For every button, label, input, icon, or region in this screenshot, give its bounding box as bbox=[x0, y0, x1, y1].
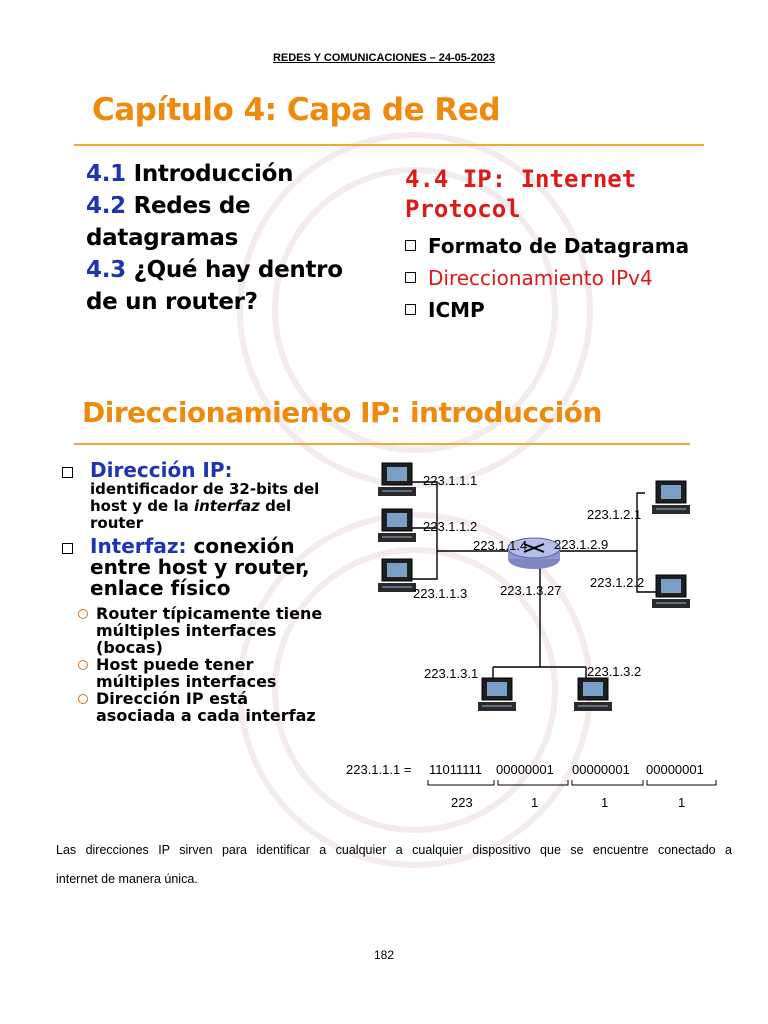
host-computer-icon bbox=[378, 509, 416, 542]
host-computer-icon bbox=[378, 559, 416, 592]
checkbox-bullet-icon bbox=[405, 272, 416, 283]
circle-bullet-icon bbox=[78, 694, 88, 704]
bullet-ip-address: Dirección IP: bbox=[62, 460, 362, 481]
host-computer-icon bbox=[378, 463, 416, 496]
ip-address-definition: identificador de 32-bits del host y de la interfaz del router bbox=[90, 480, 320, 532]
address-label: 223.1.3.2 bbox=[587, 664, 642, 679]
host-computer-icon bbox=[652, 575, 690, 608]
address-label: 223.1.1.2 bbox=[423, 519, 478, 534]
body-paragraph-line-1: Las direcciones IP sirven para identificar a cualquier a cualquier dispositivo que se encuentre conectado a bbox=[56, 843, 732, 857]
decimal-byte: 1 bbox=[531, 795, 539, 810]
address-label: 223.1.2.2 bbox=[590, 575, 645, 590]
section-heading-line-2: Protocol bbox=[405, 195, 521, 223]
checkbox-bullet-icon bbox=[62, 543, 73, 554]
section-subtopics bbox=[405, 230, 689, 326]
address-label: 223.1.2.9 bbox=[554, 537, 609, 552]
toc-line: 4.3 ¿Qué hay dentro bbox=[86, 257, 343, 283]
addressing-bullets bbox=[62, 460, 362, 724]
decimal-byte: 1 bbox=[601, 795, 609, 810]
title-underline bbox=[74, 443, 690, 445]
interface-definition: entre host y router, enlace físico bbox=[90, 555, 310, 600]
binary-byte: 00000001 bbox=[572, 762, 630, 777]
address-label: 223.1.3.1 bbox=[424, 666, 479, 681]
section-heading-line-1: 4.4 IP: Internet bbox=[405, 165, 637, 193]
binary-byte: 00000001 bbox=[496, 762, 554, 777]
toc-current-section bbox=[405, 164, 735, 224]
page-number: 182 bbox=[373, 948, 395, 962]
subtopic-item: Formato de Datagrama bbox=[405, 230, 689, 262]
address-label: 223.1.1.1 bbox=[423, 473, 478, 488]
checkbox-bullet-icon bbox=[405, 240, 416, 251]
address-label: 223.1.1.3 bbox=[413, 586, 468, 601]
address-label: 223.1.3.27 bbox=[500, 583, 562, 598]
chapter-toc-left bbox=[86, 158, 343, 318]
sub-bullet: Host puede tener múltiples interfaces bbox=[96, 656, 362, 690]
byte-brackets bbox=[428, 780, 716, 785]
ip-addressing-network-diagram bbox=[346, 455, 740, 820]
binary-equation-lhs: 223.1.1.1 = bbox=[346, 762, 412, 777]
subtopic-item: ICMP bbox=[405, 294, 689, 326]
host-computer-icon bbox=[478, 678, 516, 711]
sub-bullet: Router típicamente tiene múltiples interfaces (bocas) bbox=[96, 605, 362, 656]
host-computer-icon bbox=[652, 481, 690, 514]
address-label: 223.1.1.4 bbox=[473, 538, 528, 553]
circle-bullet-icon bbox=[78, 660, 88, 670]
title-underline bbox=[74, 144, 704, 146]
subtopic-item-active: Direccionamiento IPv4 bbox=[405, 262, 689, 294]
circle-bullet-icon bbox=[78, 609, 88, 619]
checkbox-bullet-icon bbox=[62, 467, 73, 478]
document-header: REDES Y COMUNICACIONES – 24-05-2023 bbox=[272, 52, 496, 64]
slide-title-addressing: Direccionamiento IP: introducción bbox=[82, 396, 602, 429]
sub-bullet: Dirección IP está asociada a cada interfaz bbox=[96, 690, 362, 724]
toc-line: 4.2 Redes de bbox=[86, 193, 251, 219]
bullet-interface: Interfaz: conexión bbox=[62, 536, 362, 557]
toc-line: de un router? bbox=[86, 289, 258, 315]
binary-byte: 11011111 bbox=[429, 762, 483, 777]
host-computer-icon bbox=[574, 678, 612, 711]
toc-line: datagramas bbox=[86, 225, 239, 251]
address-label: 223.1.2.1 bbox=[587, 507, 642, 522]
decimal-byte: 1 bbox=[678, 795, 686, 810]
body-paragraph-line-2: internet de manera única. bbox=[56, 872, 198, 886]
binary-byte: 00000001 bbox=[646, 762, 704, 777]
checkbox-bullet-icon bbox=[405, 304, 416, 315]
slide-title-chapter: Capítulo 4: Capa de Red bbox=[92, 92, 501, 128]
decimal-byte: 223 bbox=[451, 795, 473, 810]
toc-line: 4.1 Introducción bbox=[86, 161, 294, 187]
